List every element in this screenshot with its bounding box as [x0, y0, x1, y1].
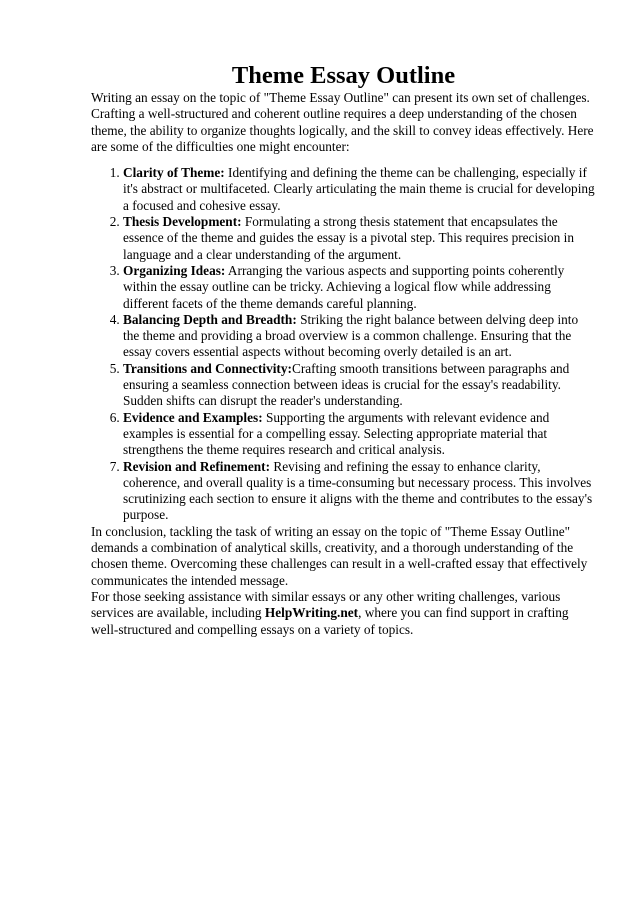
list-item [123, 312, 596, 361]
list-item-text: Supporting the arguments with relevant evidence and examples is essential for a compelling essay. Selecting appropriate material that strengthens the theme requires research and critical analysis. [123, 409, 550, 458]
list-item [123, 459, 596, 524]
difficulties-list [91, 165, 596, 524]
services-text-before: For those seeking assistance with similar essays or any other writing challenges, various services are available, including [91, 588, 561, 621]
list-item-heading: Evidence and Examples: [123, 409, 263, 425]
list-item [123, 263, 596, 312]
intro-paragraph: Writing an essay on the topic of "Theme Essay Outline" can present its own set of challenges. Crafting a well-structured and coherent outline requires a deep understanding of the chosen theme, the ability to organize thoughts logically, and the skill to convey ideas effectively. Here are some of the difficulties one might encounter: [91, 90, 594, 154]
list-item-heading: Balancing Depth and Breadth: [123, 311, 297, 327]
list-item-heading: Thesis Development: [123, 214, 242, 230]
list-item [123, 410, 596, 459]
brand-name: HelpWriting.net [264, 605, 359, 621]
conclusion-paragraph: In conclusion, tackling the task of writing an essay on the topic of "Theme Essay Outline" demands a combination of analytical skills, creativity, and a thorough understanding of the chosen theme. Overcoming these challenges can result in a well-crafted essay that effectively communicates the intended message. [91, 523, 588, 588]
list-item-text: Formulating a strong thesis statement that encapsulates the essence of the theme and guides the essay is a pivotal step. This requires precision in language and a clear understanding of the argument. [123, 214, 574, 262]
page-title: Theme Essay Outline [231, 62, 456, 89]
list-item-text: Revising and refining the essay to enhance clarity, coherence, and overall quality is a time-consuming but necessary process. This involves scrutinizing each section to ensure it aligns with the theme and contributes to the essay's purpose. [123, 458, 593, 523]
services-paragraph [91, 589, 596, 638]
list-item-heading: Transitions and Connectivity: [123, 360, 292, 376]
list-item-heading: Organizing Ideas: [123, 262, 226, 278]
list-item-text: Striking the right balance between delving deep into the theme and providing a broad overview is a common challenge. Ensuring that the essay covers essential aspects without becoming overly detailed is an art. [123, 311, 579, 360]
list-item-text: Arranging the various aspects and supporting points coherently within the essay outline can be tricky. Achieving a logical flow while addressing different facets of the theme demands careful planning. [123, 262, 565, 311]
services-text-after: , where you can find support in crafting well-structured and compelling essays on a variety of topics. [91, 605, 569, 637]
list-item [123, 214, 596, 263]
list-item-heading: Clarity of Theme: [123, 165, 225, 181]
list-item-text: Identifying and defining the theme can be challenging, especially if it's abstract or multifaceted. Clearly articulating the main theme is crucial for developing a focused and cohesive essay. [123, 165, 595, 213]
list-item [123, 361, 596, 410]
list-item [123, 165, 596, 214]
list-item-heading: Revision and Refinement: [123, 458, 270, 474]
list-item-text: Crafting smooth transitions between paragraphs and ensuring a seamless connection between ideas is crucial for the essay's readability. Sudden shifts can disrupt the reader's understanding. [123, 360, 570, 409]
